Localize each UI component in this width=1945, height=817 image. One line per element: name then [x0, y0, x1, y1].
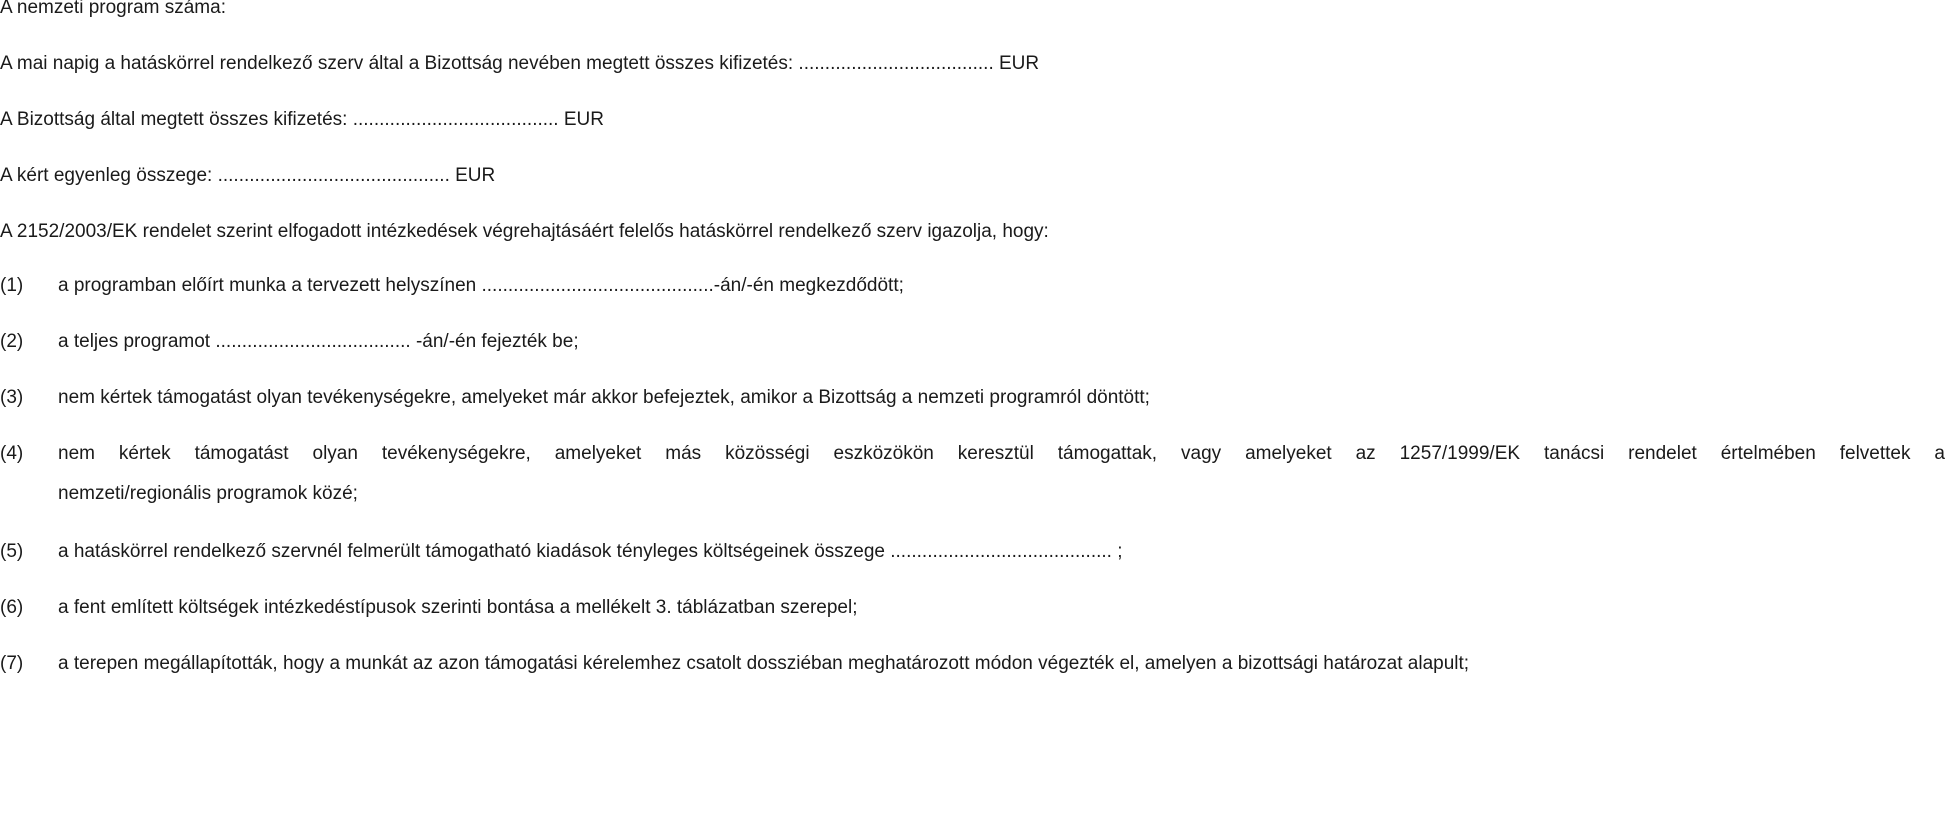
- list-item-text: a programban előírt munka a tervezett helyszínen ............................................-án/-én megkezdődött;: [58, 275, 904, 296]
- list-item-text-line1: nem kértek támogatást olyan tevékenységekre, amelyeket más közösségi eszközökön keresztül támogattak, vagy amelyeket az 1257/1999/EK tanácsi rendelet értelmében felvettek a: [58, 443, 1945, 464]
- balance-requested-line: A kért egyenleg összege: ............................................ EUR: [0, 165, 496, 186]
- total-payments-authority-line: A mai napig a hatáskörrel rendelkező szerv által a Bizottság nevében megtett összes kifizetés: ..................................... EUR: [0, 53, 1040, 74]
- total-payments-commission-line: A Bizottság által megtett összes kifizetés: ....................................... EUR: [0, 109, 604, 130]
- list-item-text: a terepen megállapították, hogy a munkát az azon támogatási kérelemhez csatolt dossziéban meghatározott módon végezték el, amelyen a bizottsági határozat alapult;: [58, 653, 1470, 674]
- list-item-number: (1): [0, 275, 24, 296]
- list-item-text: [58, 442, 1945, 506]
- list-item-number: (6): [0, 597, 24, 618]
- list-item-number: (2): [0, 331, 24, 352]
- program-number-label: A nemzeti program száma:: [0, 0, 226, 18]
- list-item-number: (5): [0, 541, 24, 562]
- list-item-number: (3): [0, 387, 24, 408]
- list-item-text: a hatáskörrel rendelkező szervnél felmerült támogatható kiadások tényleges költségeinek összege .......................................... ;: [58, 541, 1123, 562]
- list-item-text: nem kértek támogatást olyan tevékenységekre, amelyeket már akkor befejeztek, amikor a Bizottság a nemzeti programról döntött;: [58, 387, 1150, 408]
- list-item-number: (7): [0, 653, 24, 674]
- list-item-number: (4): [0, 443, 24, 464]
- list-item-text: a fent említett költségek intézkedéstípusok szerinti bontása a mellékelt 3. táblázatban szerepel;: [58, 597, 858, 618]
- list-item-text: a teljes programot ..................................... -án/-én fejezték be;: [58, 331, 579, 352]
- list-item-text-line2: nemzeti/regionális programok közé;: [58, 483, 358, 504]
- certification-intro: A 2152/2003/EK rendelet szerint elfogadott intézkedések végrehajtásáért felelős hatáskörrel rendelkező szerv igazolja, hogy:: [0, 221, 1049, 242]
